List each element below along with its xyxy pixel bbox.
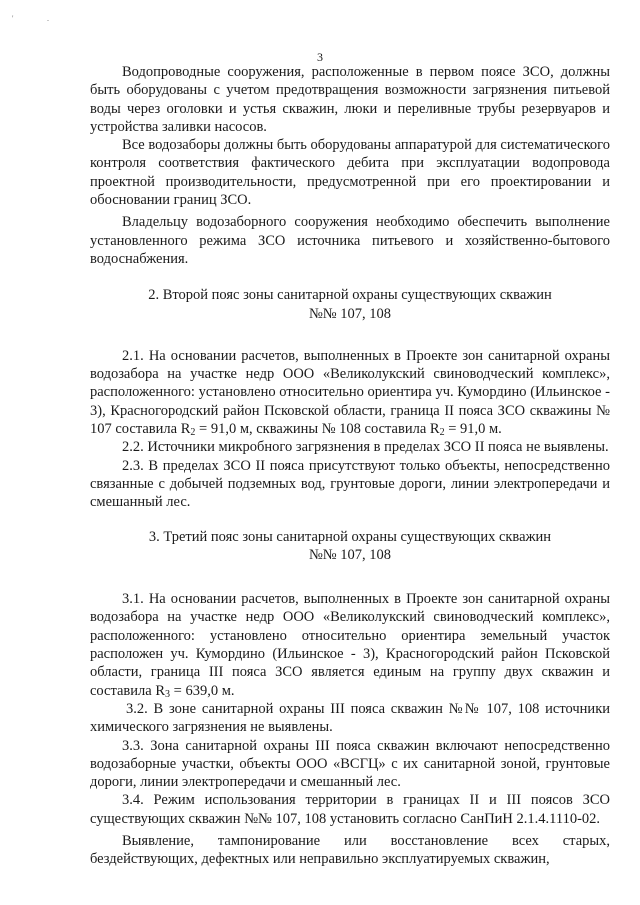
document-body [90,63,610,869]
section-2-heading-line1: 2. Второй пояс зоны санитарной охраны существующих скважин [148,287,552,304]
section-3-heading-line1: 3. Третий пояс зоны санитарной охраны существующих скважин [148,528,552,545]
paragraph-3-4: 3.4. Режим использования территории в границах II и III поясов ЗСО существующих скважин №№ 107, 108 установить согласно СанПиН 2.1.4.1110-02. [90,792,610,827]
paragraph-3-5: Выявление, тампонирование или восстановление всех старых, бездействующих, дефектных или неправильно эксплуатируемых скважин, [90,832,610,868]
scan-speck: . [47,14,49,23]
paragraph-2-1: 2.1. На основании расчетов, выполненных в Проекте зон санитарной охраны водозабора на участке недр ООО «Великолукский свиноводческий комплекс», расположенного: установлено относительно ориентира уч. Кумордино (Ильинское - 3), Красногородский район Псковской области, граница II пояса ЗСО скважины № 107 составила $R_2 = 91,0$ м, скважины № 108 составила $R_2 = 91,0$ м. [90,347,610,439]
paragraph-2-2: 2.2. Источники микробного загрязнения в пределах ЗСО II пояса не выявлены. [122,439,609,456]
section-2-heading [90,286,610,323]
page-number: 3 [317,50,323,64]
section-3-heading [90,528,610,565]
paragraph: Владельцу водозаборного сооружения необходимо обеспечить выполнение установленного режима ЗСО источника питьевого и хозяйственно-бытового водоснабжения. [90,214,610,267]
paragraph: Все водозаборы должны быть оборудованы аппаратурой для систематического контроля соответствия фактического дебита при эксплуатации водопровода проектной производительности, предусмотренной при его проектировании и обосновании границ ЗСО. [90,137,610,209]
section-3-heading-line2: №№ 107, 108 [308,546,392,563]
paragraph: Водопроводные сооружения, расположенные в первом поясе ЗСО, должны быть оборудованы с учетом предотвращения возможности загрязнения питьевой воды через оголовки и устья скважин, люки и переливные трубы резервуаров и устройства заливки насосов. [90,64,610,135]
scan-speck: ' [12,14,14,23]
paragraph-2-3: 2.3. В пределах ЗСО II пояса присутствуют только объекты, непосредственно связанные с добычей подземных вод, грунтовые дороги, линии электропередачи и смешанный лес. [90,457,610,511]
paragraph-3-1: 3.1. На основании расчетов, выполненных в Проекте зон санитарной охраны водозабора на участке недр ООО «Великолукский свиноводческий комплекс», расположенного: установлено относительно ориентира земельный участок расположен уч. Кумордино (Ильинское - 3), Красногородский район Псковской области, граница III пояса ЗСО является единым на группу двух скважин и составила $R_3 = 639,0$ м. [90,591,610,700]
section-2-heading-line2: №№ 107, 108 [308,305,392,322]
paragraph-3-2: 3.2. В зоне санитарной охраны III пояса скважин №№ 107, 108 источники химического загрязнения не выявлены. [90,700,610,736]
paragraph-3-3: 3.3. Зона санитарной охраны III пояса скважин включают непосредственно водозаборные участки, объекты ООО «ВСГЦ» с их санитарной зоной, грунтовые дороги, линии электропередачи и смешанный лес. [90,737,610,791]
